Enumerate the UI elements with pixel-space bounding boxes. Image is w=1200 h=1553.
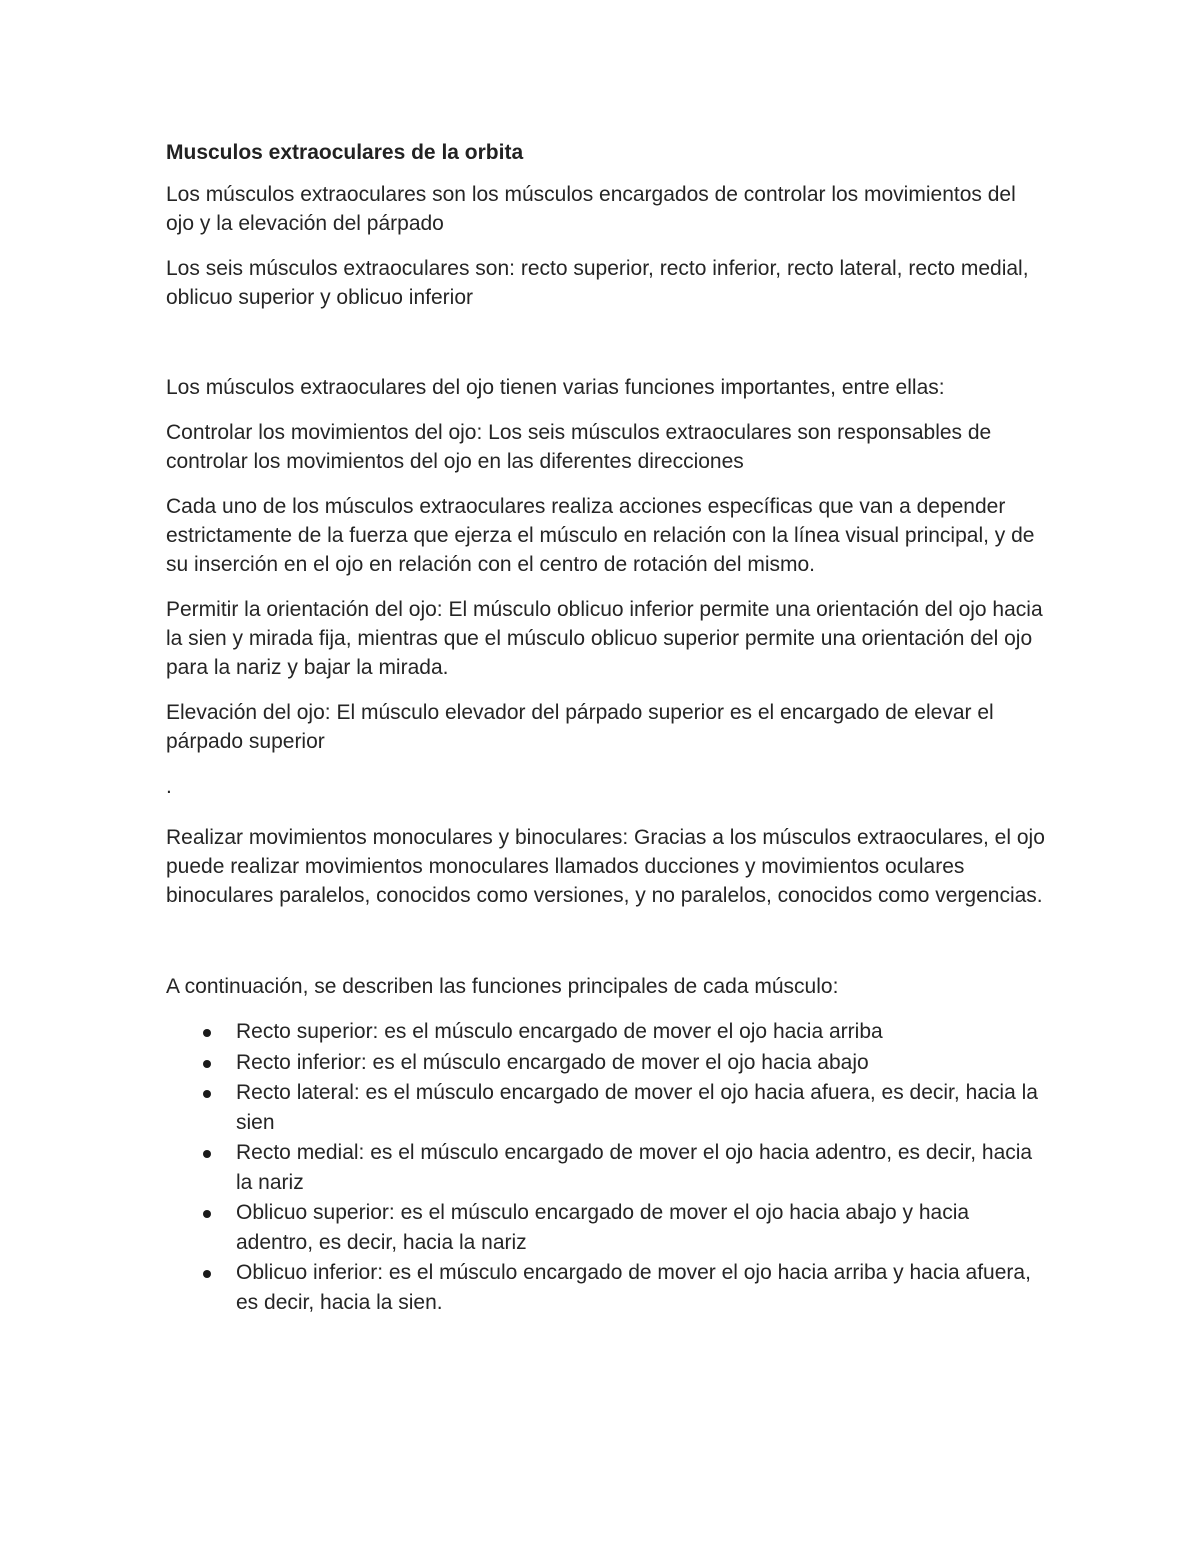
document-title: Musculos extraoculares de la orbita bbox=[166, 141, 524, 164]
list-item bbox=[166, 1198, 1046, 1257]
list-item-text: Recto inferior: es el músculo encargado de mover el ojo hacia abajo bbox=[236, 1050, 869, 1074]
list-intro: A continuación, se describen las funciones principales de cada músculo: bbox=[166, 975, 839, 998]
list-item-text: Recto superior: es el músculo encargado de mover el ojo hacia arriba bbox=[236, 1020, 883, 1043]
list-item-text: Recto medial: es el músculo encargado de mover el ojo hacia adentro, es decir, hacia la nariz bbox=[236, 1141, 1033, 1194]
bullet-icon bbox=[203, 1150, 211, 1158]
list-item-text: Recto lateral: es el músculo encargado de mover el ojo hacia afuera, es decir, hacia la sien bbox=[236, 1081, 1038, 1134]
bullet-icon bbox=[203, 1270, 211, 1278]
bullet-icon bbox=[203, 1090, 211, 1098]
intro-paragraph: Los seis músculos extraoculares son: recto superior, recto inferior, recto lateral, recto medial, oblicuo superior y oblicuo inferior bbox=[166, 257, 1029, 309]
list-item-text: Oblicuo superior: es el músculo encargado de mover el ojo hacia abajo y hacia adentro, es decir, hacia la nariz bbox=[236, 1201, 970, 1254]
functions-paragraph: Los músculos extraoculares del ojo tienen varias funciones importantes, entre ellas: bbox=[166, 376, 945, 399]
muscle-list bbox=[166, 1017, 1046, 1317]
list-item-text: Oblicuo inferior: es el músculo encargado de mover el ojo hacia arriba y hacia afuera, es decir, hacia la sien. bbox=[236, 1261, 1031, 1314]
functions-paragraph: Permitir la orientación del ojo: El músculo oblicuo inferior permite una orientación del ojo hacia la sien y mirada fija, mientras que el músculo oblicuo superior permite una orientación del ojo para la nariz y bajar la mirada. bbox=[166, 598, 1043, 679]
blank-line bbox=[166, 926, 1046, 972]
functions-paragraph: Cada uno de los músculos extraoculares realiza acciones específicas que van a depender estrictamente de la fuerza que ejerza el músculo en relación con la línea visual principal, y de su inserción en el ojo en relación con el centro de rotación del mismo. bbox=[166, 495, 1035, 576]
bullet-icon bbox=[203, 1060, 211, 1068]
functions-paragraph: Controlar los movimientos del ojo: Los seis músculos extraoculares son responsables de controlar los movimientos del ojo en las diferentes direcciones bbox=[166, 421, 992, 473]
intro-paragraph: Los músculos extraoculares son los músculos encargados de controlar los movimientos del ojo y la elevación del párpado bbox=[166, 183, 1016, 235]
list-item bbox=[166, 1078, 1046, 1137]
functions-paragraph: Elevación del ojo: El músculo elevador del párpado superior es el encargado de elevar el párpado superior bbox=[166, 701, 994, 753]
blank-line bbox=[166, 328, 1046, 373]
list-item bbox=[166, 1258, 1046, 1317]
list-item bbox=[166, 1138, 1046, 1197]
list-item bbox=[166, 1048, 1046, 1078]
document-body bbox=[166, 138, 1046, 1318]
bullet-icon bbox=[203, 1210, 211, 1218]
dot-paragraph: . bbox=[166, 775, 172, 798]
list-item bbox=[166, 1017, 1046, 1047]
bullet-icon bbox=[203, 1029, 211, 1037]
movements-paragraph: Realizar movimientos monoculares y binoculares: Gracias a los músculos extraoculares, el ojo puede realizar movimientos monoculares llamados ducciones y movimientos oculares binoculares paralelos, conocidos como versiones, y no paralelos, conocidos como vergencias. bbox=[166, 826, 1045, 907]
